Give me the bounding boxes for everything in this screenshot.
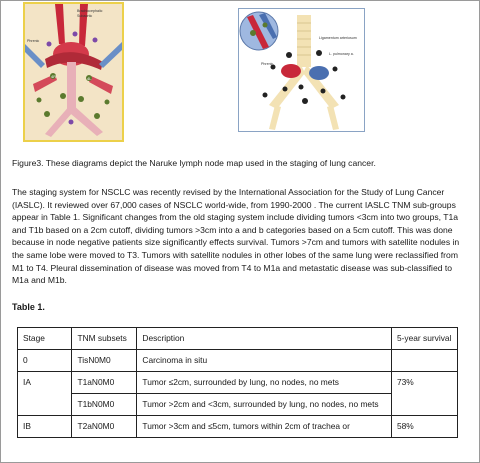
cell-tnm: T2aN0M0 xyxy=(72,416,137,438)
header-5-year-survival: 5-year survival xyxy=(391,328,457,350)
cell-tnm: TisN0M0 xyxy=(72,350,137,372)
label-ligamentum: Ligamentum arteriosum xyxy=(319,36,357,40)
label-subaortic: Subaortic xyxy=(77,14,93,18)
cell-stage: IA xyxy=(18,372,72,416)
staging-paragraph: The staging system for NSCLC was recently revised by the International Association for the Study of Lung Cancer (IASLC). It reviewed over 67,000 cases of NSCLC world-wide, from 1990-2000 . The current IASLC TNM sub-groups appear in Table 1. Significant changes from the old staging system include dividing tumors <3cm into two groups, T1a and T1b based on a 2cm cutoff, dividing tumors >3cm into a and b categories based on a 5cm cutoff. This was done because in node negative patients size significantly effects survival. Tumors >7cm and tumors with satellite nodules in the same lobe were moved to T3. Tumors with satellite nodules in other lobes of the same lung were reclassified from M1 to T4. Pleural dissemination of disease was moved from T4 to M1a and metastatic disease was sub-classified to M1a and M1b. xyxy=(12,187,460,286)
table-row xyxy=(18,416,458,438)
header-description: Description xyxy=(137,328,392,350)
lymph-node-map-figure-left xyxy=(23,2,124,142)
label-phrenic-right: Phrenic xyxy=(261,62,274,66)
tnm-staging-table xyxy=(17,327,458,438)
header-stage: Stage xyxy=(18,328,72,350)
cell-stage: 0 xyxy=(18,350,72,372)
table-row xyxy=(18,350,458,372)
cell-description: Tumor >3cm and ≤5cm, tumors within 2cm of trachea or xyxy=(137,416,392,438)
cell-tnm: T1aN0M0 xyxy=(72,372,137,394)
cell-description: Tumor >2cm and <3cm, surrounded by lung, no nodes, no mets xyxy=(137,394,392,416)
svg-text:4L: 4L xyxy=(87,76,92,81)
lymph-node-map-figure-right xyxy=(238,8,365,132)
table-row xyxy=(18,372,458,394)
label-pulmonary-artery: L. pulmonary a. xyxy=(329,52,354,56)
cell-survival: 58% xyxy=(391,416,457,438)
table-header-row xyxy=(18,328,458,350)
label-phrenic-left: Phrenic xyxy=(27,39,40,43)
figure-caption: Figure3. These diagrams depict the Naruke lymph node map used in the staging of lung cancer. xyxy=(12,158,376,168)
table-title: Table 1. xyxy=(12,302,45,312)
svg-text:4R: 4R xyxy=(51,74,57,79)
cell-survival xyxy=(391,350,457,372)
cell-description: Carcinoma in situ xyxy=(137,350,392,372)
cell-description: Tumor ≤2cm, surrounded by lung, no nodes, no mets xyxy=(137,372,392,394)
label-brachiocephalic: Brachiocephalic xyxy=(77,9,103,13)
cell-survival: 73% xyxy=(391,372,457,416)
cell-tnm: T1bN0M0 xyxy=(72,394,137,416)
cell-stage: IB xyxy=(18,416,72,438)
header-tnm-subsets: TNM subsets xyxy=(72,328,137,350)
